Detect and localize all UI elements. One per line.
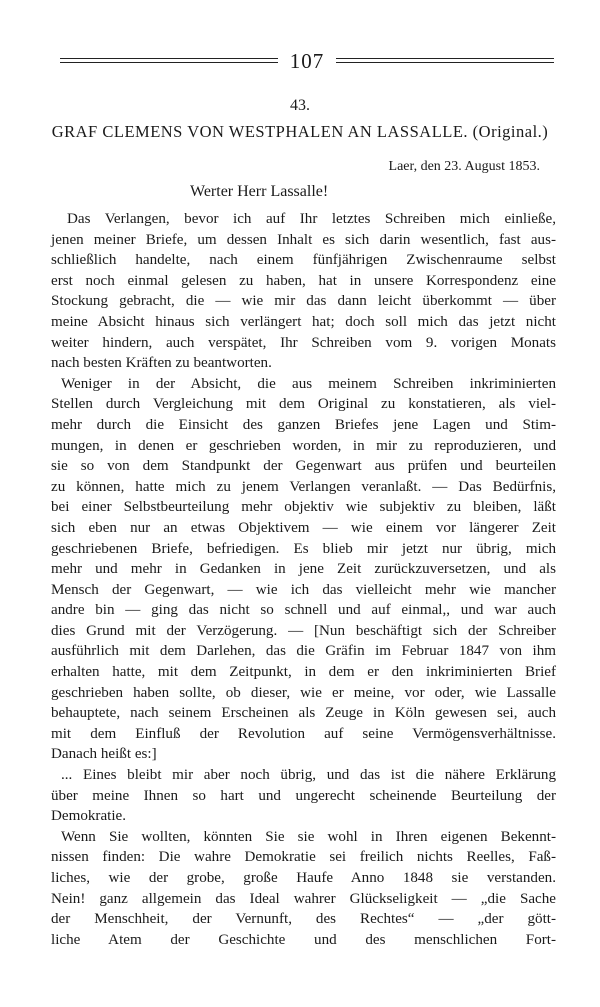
text-line: weiter hindern, auch verspätet, Ihr Schreiben vom 9. vorigen Monats [51,334,556,351]
text-line: ... Eines bleibt mir aber noch übrig, und das ist die nähere Erklärung [61,767,556,784]
text-line: Das Verlangen, bevor ich auf Ihr letztes Schreiben mich einließe, [67,211,556,227]
text-line: zu können, hatte mich zu jenem Verlangen veranlaßt. — Das Bedürfnis, [51,478,556,495]
letter-dateline: Laer, den 23. August 1853. [388,159,540,174]
text-line: Mensch der Gegenwart, — wie ich das vielleicht mehr wie mancher [51,581,556,598]
decorative-rule-right [336,58,554,63]
text-line: Wenn Sie wollten, könnten Sie sie wohl in Ihren eigenen Bekennt- [61,828,556,845]
text-line: schließlich handelte, nach einem fünfjährigen Zwischenraume selbst [51,252,556,269]
text-line: mit dem Einfluß der Revolution auf seine Vermögensverhältnisse. [51,725,556,742]
text-line: Nein! ganz allgemein das Ideal wahrer Glückseligkeit — „die Sache [51,890,556,907]
text-line: bei einer Selbstbeurteilung mehr objektiv wie subjektiv zu bleiben, läßt [51,499,556,516]
text-line: nissen finden: Die wahre Demokratie sei freilich nichts Reelles, Faß- [51,849,556,866]
text-line: über meine Ihnen so hart und ungerecht scheinende Beurteilung der [51,787,556,804]
text-line: mungen, in denen er geschrieben worden, in mir zu reproduzieren, und [51,437,556,454]
text-line: Demokratie. [51,808,127,825]
text-line: Weniger in der Absicht, die aus meinem Schreiben inkriminierten [61,375,556,392]
text-line: sie so von dem Standpunkt der Gegenwart aus prüfen und beurteilen [51,458,556,475]
text-line: meine Absicht hinaus sich verlängert hat; doch soll mich das jetzt nicht [51,313,556,330]
text-line: dies Grund mit der Verzögerung. — [Nun beschäftigt sich der Schreiber [51,622,556,639]
text-line: liche Atem der Geschichte und des menschlichen Fort- [51,931,556,948]
text-line: erhalten hatte, mit dem Zeitpunkt, in dem er den inkriminierten Brief [51,664,556,681]
running-head [60,48,554,74]
text-line: mehr durch die Einsicht des ganzen Briefes jene Lagen und Stim- [51,416,556,433]
text-line: Danach heißt es:] [51,746,157,763]
text-line: der Menschheit, der Vernunft, des Rechtes“ — „der gött- [51,911,556,928]
text-line: sich eben nur an etwas Objektivem — wie einem vor längerer Zeit [51,519,556,536]
page-number: 107 [289,49,325,73]
letter-body [51,209,556,950]
text-line: behauptete, nach seinem Erscheinen als Zeuge in Köln gewesen sei, auch [51,705,556,722]
text-line: geschrieben haben sollte, ob dieser, wie er meine, vor oder, wie Lassalle [51,684,556,701]
text-line: andre bin — ging das nicht so schnell und auf einmal,, und war auch [51,602,556,619]
text-line: ausführlich mit dem Darlehen, das die Gräfin im Februar 1847 von ihm [51,643,556,660]
text-line: liches, wie der grobe, große Haufe Anno 1848 sie verstanden. [51,870,556,886]
text-line: erst noch einmal gelesen zu haben, hat in unsere Korrespondenz eine [51,272,556,289]
text-line: Stellen durch Vergleichung mit dem Original zu konstatieren, als viel- [51,396,556,413]
text-line: nach besten Kräften zu beantworten. [51,355,272,372]
text-line: mehr und mehr in Gedanken in jene Zeit zurückzuversetzen, und als [51,561,556,578]
text-line: geschriebenen Briefe, befriedigen. Es blieb mir jetzt nur übrig, mich [51,540,556,557]
letter-title: GRAF CLEMENS VON WESTPHALEN AN LASSALLE. (Original.) [51,122,549,141]
letter-number: 43. [290,97,310,114]
text-line: jenen meiner Briefe, um dessen Inhalt es sich darin wesentlich, fast aus- [51,231,556,248]
text-line: Stockung gebracht, die — wie mir das dann leicht überkommt — über [51,293,556,310]
letter-salutation: Werter Herr Lassalle! [190,183,329,200]
